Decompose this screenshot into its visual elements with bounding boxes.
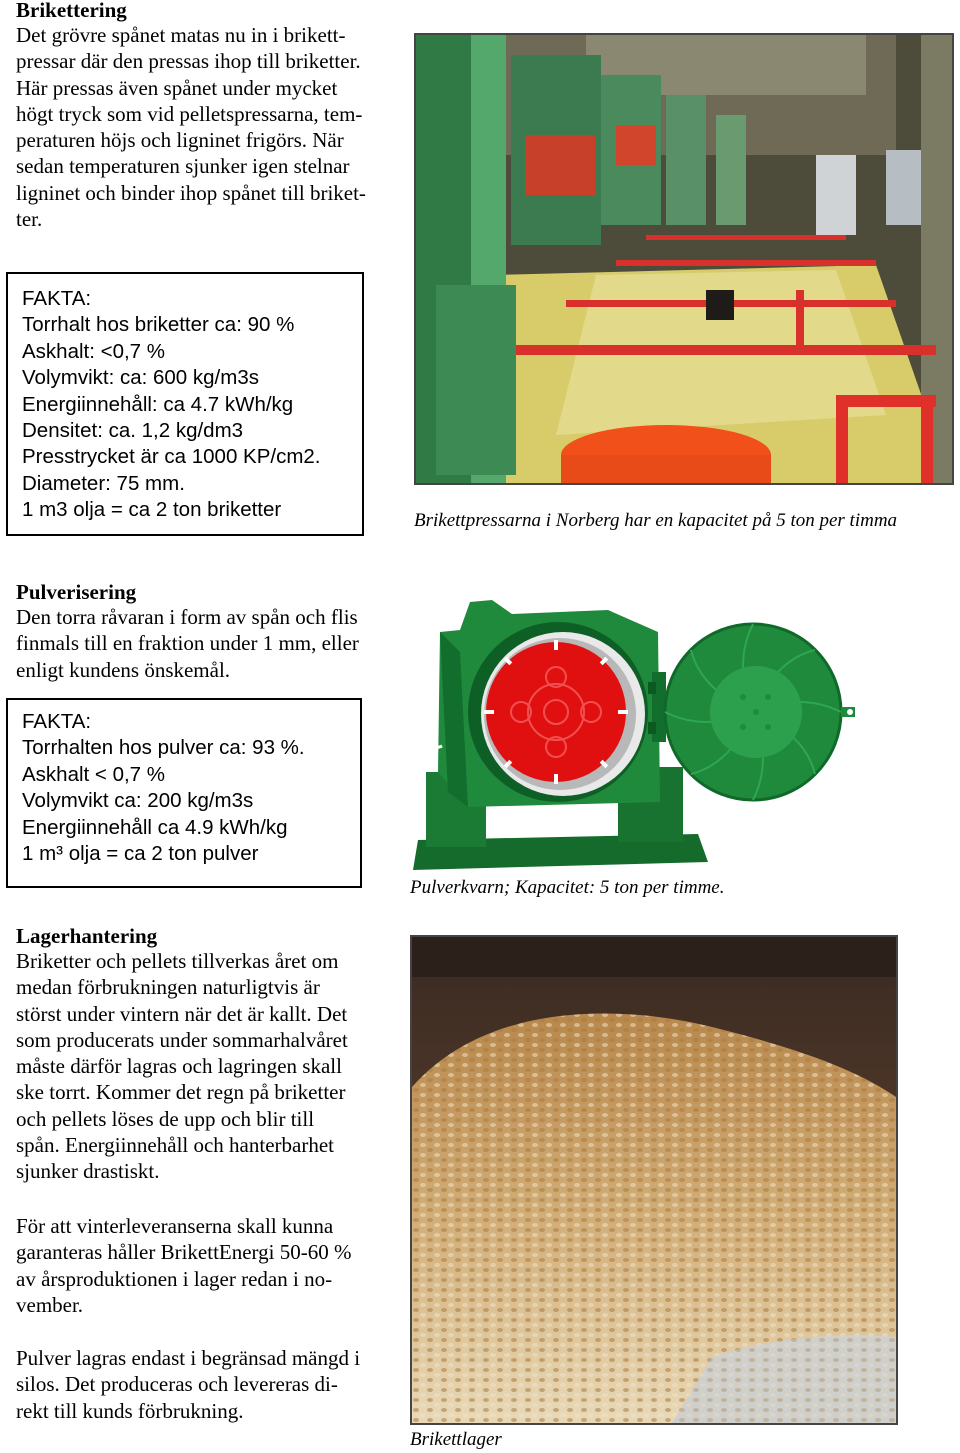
brikettlager-caption: Brikettlager (410, 1429, 502, 1450)
lagerhantering-paragraph-3 (16, 1345, 411, 1424)
fakta-title: FAKTA: (22, 287, 92, 310)
text-line: sjunker drastiskt. (16, 1159, 160, 1184)
fakta-line: 1 m³ olja = ca 2 ton pulver (22, 842, 259, 866)
fakta-line: Askhalt < 0,7 % (22, 762, 166, 786)
text-line: Det grövre spånet matas nu in i brikett- (16, 23, 346, 47)
pulverisering-heading: Pulverisering (16, 580, 137, 604)
text-line: ligninet och binder ihop spånet till briket- (16, 180, 366, 205)
text-line: högt tryck som vid pelletspressarna, tem- (16, 101, 363, 126)
lagerhantering-paragraph-2 (16, 1213, 411, 1318)
lagerhantering-heading: Lagerhantering (16, 924, 158, 948)
fakta-line: Torrhalten hos pulver ca: 93 %. (22, 736, 305, 760)
text-line: silos. Det produceras och levereras di- (16, 1372, 338, 1397)
text-line: störst under vintern när det är kallt. Det (16, 1001, 348, 1026)
fakta-line: Askhalt: <0,7 % (22, 339, 166, 363)
fakta-line: Diameter: 75 mm. (22, 471, 185, 495)
fakta-line: Torrhalt hos briketter ca: 90 % (22, 313, 295, 337)
text-line: finmals till en fraktion under 1 mm, eller (16, 631, 359, 656)
fakta-title: FAKTA: (22, 710, 92, 733)
text-line: som producerats under sommarhalvåret (16, 1027, 348, 1052)
text-line: vember. (16, 1292, 84, 1317)
text-line: enligt kundens önskemål. (16, 657, 231, 682)
brikettering-heading: Brikettering (16, 0, 127, 22)
text-line: pressar där den pressas ihop till briketter. (16, 49, 361, 74)
pulverkvarn-caption: Pulverkvarn; Kapacitet: 5 ton per timme. (410, 877, 725, 898)
text-line: ter. (16, 207, 43, 232)
pulverisering-text (16, 604, 411, 683)
fakta-line: Presstrycket är ca 1000 KP/cm2. (22, 445, 321, 469)
brikettpress-caption: Brikettpressarna i Norberg har en kapacitet på 5 ton per timma (414, 510, 898, 531)
text-line: ske torrt. Kommer det regn på briketter (16, 1080, 346, 1105)
text-line: måste därför lagras och lagringen skall (16, 1054, 342, 1079)
pulverkvarn-illustration (408, 592, 860, 874)
fakta-line: Volymvikt ca: 200 kg/m3s (22, 789, 254, 813)
fakta-line: Densitet: ca. 1,2 kg/dm3 (22, 419, 244, 443)
fakta-line: Energiinnehåll ca 4.9 kWh/kg (22, 815, 288, 839)
text-line: peraturen höjs och ligninet frigörs. När (16, 128, 344, 153)
fakta-box-pulver (6, 698, 362, 888)
text-line: rekt till kunds förbrukning. (16, 1398, 244, 1423)
text-line: Här pressas även spånet under mycket (16, 75, 338, 100)
text-line: Pulver lagras endast i begränsad mängd i (16, 1346, 361, 1370)
brikettpress-photo (414, 33, 954, 485)
brikettering-text (16, 22, 411, 232)
fakta-box-briketter (6, 272, 364, 536)
fakta-line: Energiinnehåll: ca 4.7 kWh/kg (22, 392, 294, 416)
text-line: spån. Energiinnehåll och hanterbarhet (16, 1133, 334, 1158)
text-line: För att vinterleveranserna skall kunna (16, 1214, 334, 1238)
text-line: Den torra råvaran i form av spån och flis (16, 605, 358, 629)
brikettlager-photo (410, 935, 898, 1425)
text-line: sedan temperaturen sjunker igen stelnar (16, 154, 350, 179)
fakta-line: Volymvikt: ca: 600 kg/m3s (22, 366, 259, 390)
text-line: av årsproduktionen i lager redan i no- (16, 1266, 333, 1291)
text-line: Briketter och pellets tillverkas året om (16, 949, 339, 973)
lagerhantering-paragraph-1 (16, 948, 411, 1185)
fakta-line: 1 m3 olja = ca 2 ton briketter (22, 498, 282, 522)
text-line: medan förbrukningen naturligtvis är (16, 975, 320, 1000)
text-line: och pellets löses de upp och blir till (16, 1106, 315, 1131)
text-line: garanteras håller BrikettEnergi 50-60 % (16, 1240, 352, 1265)
